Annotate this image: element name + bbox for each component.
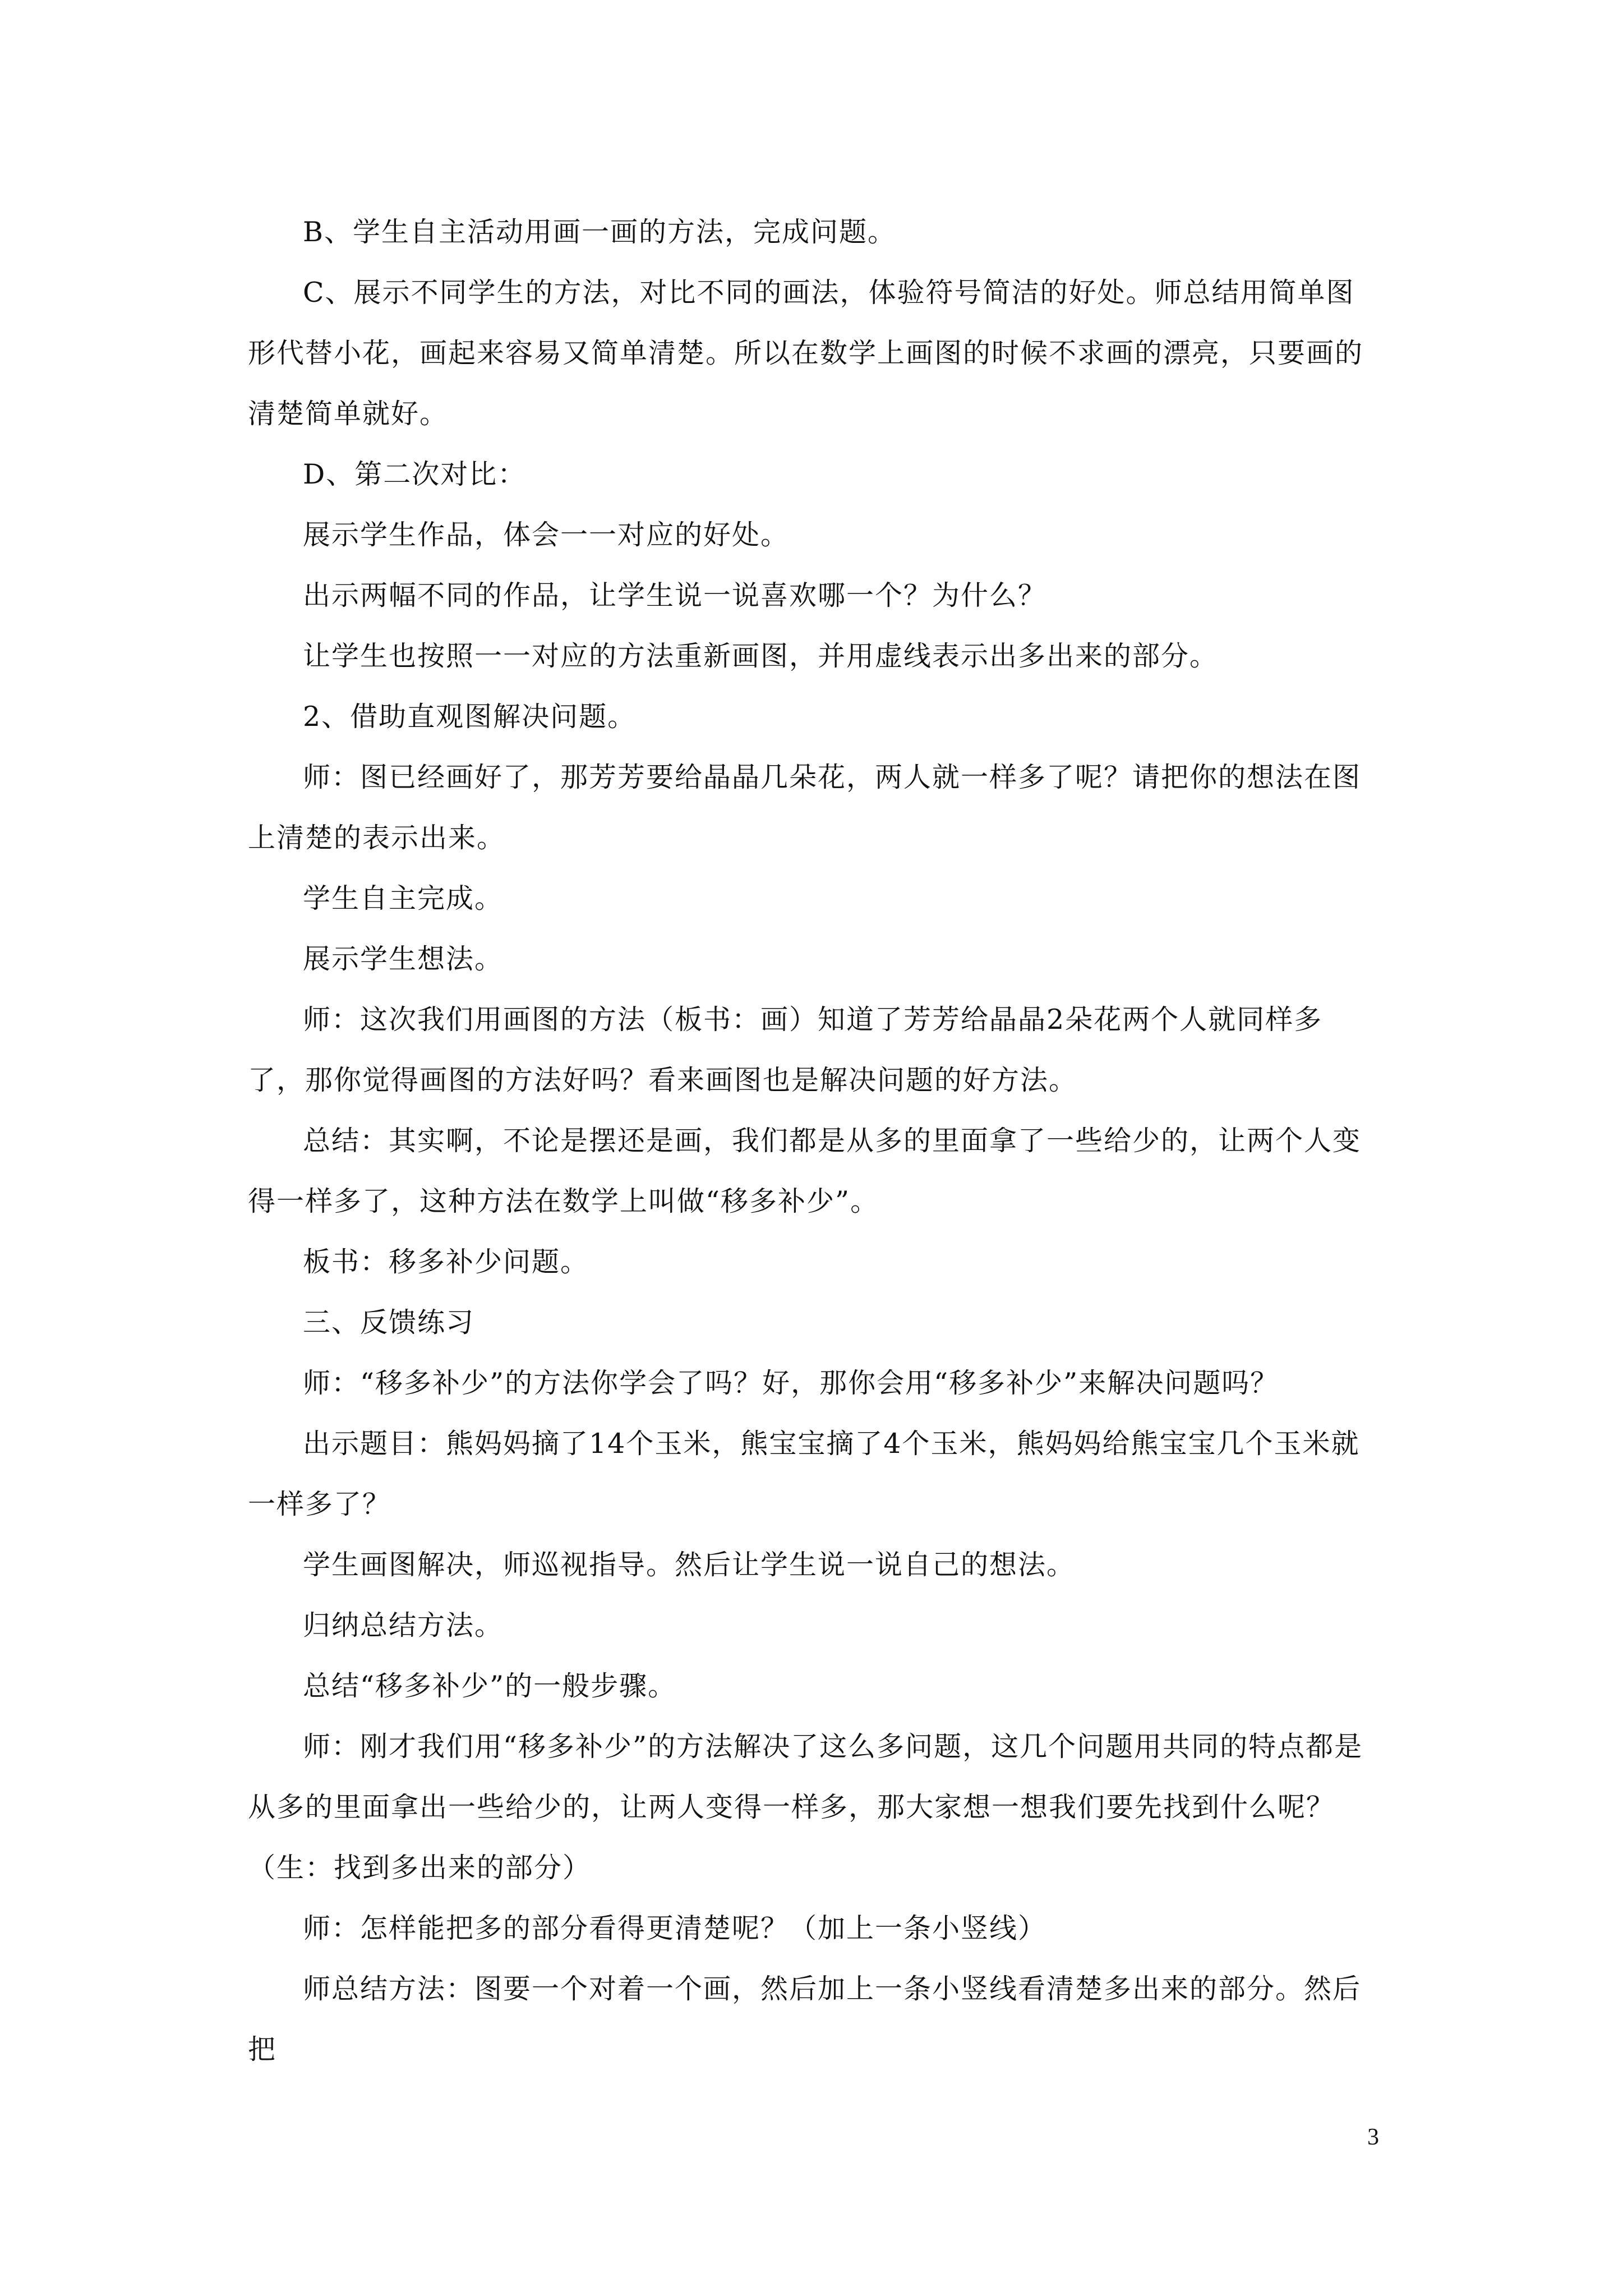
paragraph-15: 师：“移多补少”的方法你学会了吗？好，那你会用“移多补少”来解决问题吗？ [303, 1367, 1279, 1399]
paragraph-6: 让学生也按照一一对应的方法重新画图，并用虚线表示出多出来的部分。 [303, 640, 1219, 672]
paragraph-3: D、第二次对比： [303, 458, 527, 490]
paragraph-19: 总结“移多补少”的一般步骤。 [303, 1670, 677, 1702]
document-body [248, 202, 1375, 2080]
paragraph-14: 三、反馈练习 [303, 1306, 475, 1338]
paragraph-7: 2、借助直观图解决问题。 [303, 701, 637, 733]
paragraph-13: 板书：移多补少问题。 [303, 1246, 589, 1278]
paragraph-2: C、展示不同学生的方法，对比不同的画法，体验符号简洁的好处。师总结用简单图形代替小花，画起来容易又简单清楚。所以在数学上画图的时候不求画的漂亮，只要画的清楚简单就好。 [248, 277, 1364, 430]
paragraph-16: 出示题目：熊妈妈摘了14个玉米，熊宝宝摘了4个玉米，熊妈妈给熊宝宝几个玉米就一样多了？ [248, 1428, 1360, 1520]
paragraph-11: 师：这次我们用画图的方法（板书：画）知道了芳芳给晶晶2朵花两个人就同样多了，那你觉得画图的方法好吗？看来画图也是解决问题的好方法。 [248, 1004, 1323, 1096]
paragraph-4: 展示学生作品，体会一一对应的好处。 [303, 519, 790, 551]
paragraph-5: 出示两幅不同的作品，让学生说一说喜欢哪一个？为什么？ [303, 579, 1047, 611]
paragraph-10: 展示学生想法。 [303, 943, 504, 975]
paragraph-20: 师：刚才我们用“移多补少”的方法解决了这么多问题，这几个问题用共同的特点都是从多的里面拿出一些给少的，让两人变得一样多，那大家想一想我们要先找到什么呢？（生：找到多出来的部分） [248, 1731, 1363, 1884]
paragraph-21: 师：怎样能把多的部分看得更清楚呢？（加上一条小竖线） [303, 1912, 1047, 1944]
paragraph-8: 师：图已经画好了，那芳芳要给晶晶几朵花，两人就一样多了呢？请把你的想法在图上清楚的表示出来。 [248, 761, 1362, 854]
paragraph-17: 学生画图解决，师巡视指导。然后让学生说一说自己的想法。 [303, 1549, 1076, 1581]
paragraph-12: 总结：其实啊，不论是摆还是画，我们都是从多的里面拿了一些给少的，让两个人变得一样多了，这种方法在数学上叫做“移多补少”。 [248, 1125, 1362, 1217]
paragraph-22: 师总结方法：图要一个对着一个画，然后加上一条小竖线看清楚多出来的部分。然后把 [248, 1973, 1362, 2065]
paragraph-18: 归纳总结方法。 [303, 1609, 504, 1641]
page-number: 3 [1367, 2124, 1379, 2150]
paragraph-9: 学生自主完成。 [303, 882, 504, 914]
paragraph-1: B、学生自主活动用画一画的方法，完成问题。 [303, 216, 897, 248]
